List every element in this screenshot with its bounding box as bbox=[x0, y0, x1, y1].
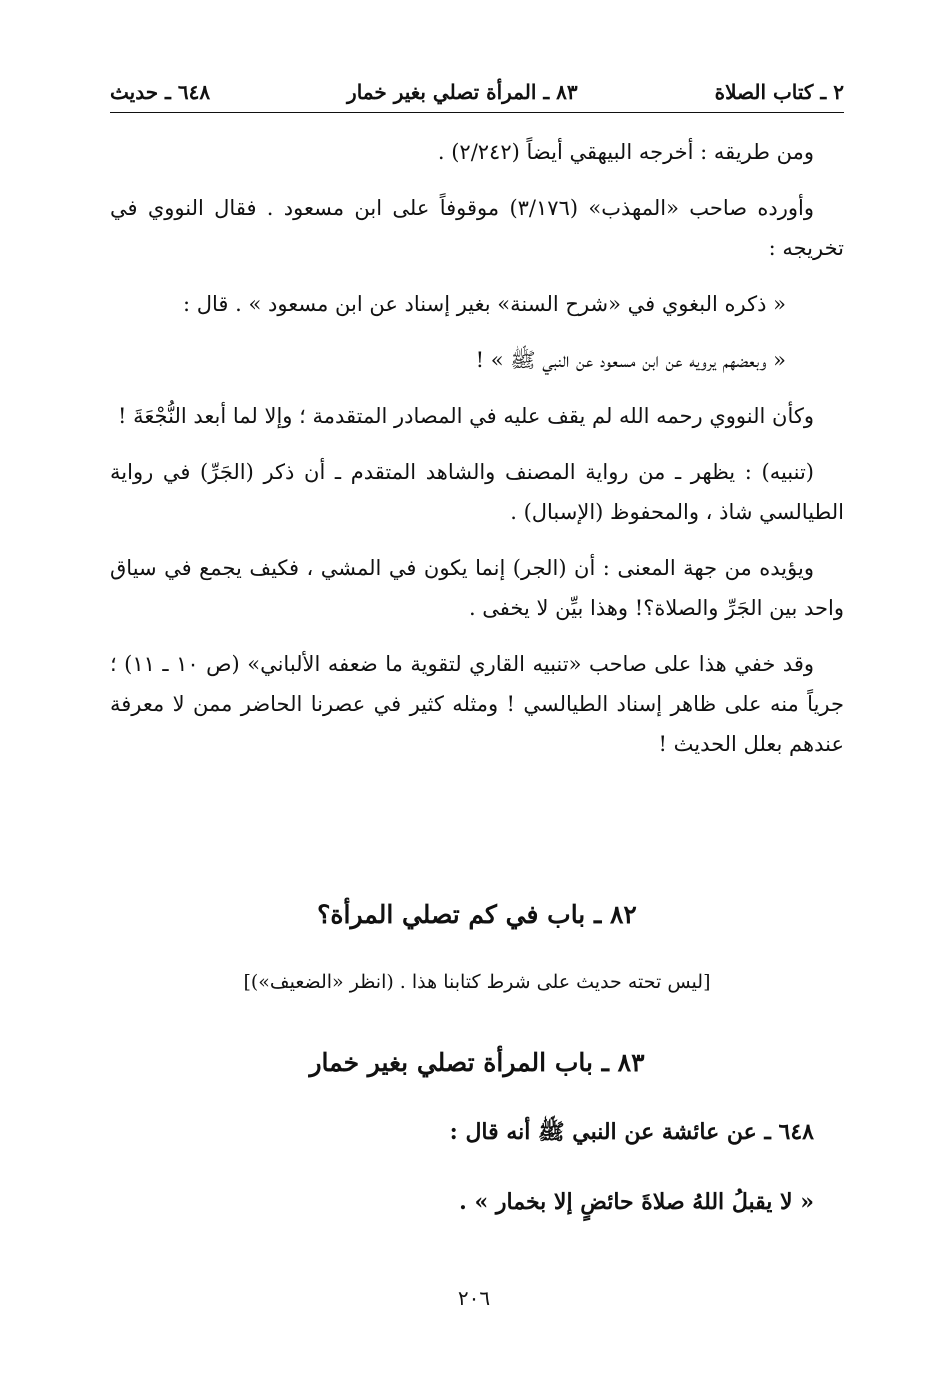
quote-paragraph: « ذكره البغوي في «شرح السنة» بغير إسناد عن ابن مسعود » . قال : bbox=[183, 292, 786, 316]
hadith-text: « لا يقبلُ اللهُ صلاةَ حائضٍ إلا بخمار » . bbox=[459, 1189, 814, 1215]
running-header bbox=[110, 72, 844, 113]
paragraph: وقد خفي هذا على صاحب «تنبيه القاري لتقوية ما ضعفه الألباني» (ص ١٠ ـ ١١) ؛ جرياً منه على ظاهر إسناد الطيالسي ! ومثله كثير في عصرنا الحاضر ممن لا معرفة عندهم بعلل الحديث ! bbox=[110, 652, 844, 756]
header-chapter-title: ٨٣ ـ المرأة تصلي بغير خمار bbox=[347, 80, 578, 104]
paragraph: (تنبيه) : يظهر ـ من رواية المصنف والشاهد المتقدم ـ أن ذكر (الجَرِّ) في رواية الطيالسي شاذ ، والمحفوظ (الإسبال) . bbox=[110, 460, 844, 524]
chapter-83-title: ٨٣ ـ باب المرأة تصلي بغير خمار bbox=[309, 1048, 645, 1077]
paragraph: وكأن النووي رحمه الله لم يقف عليه في المصادر المتقدمة ؛ وإلا لما أبعد النُّجْعَةَ ! bbox=[118, 404, 814, 428]
paragraph: ومن طريقه : أخرجه البيهقي أيضاً (٢/٢٤٢) . bbox=[437, 140, 814, 164]
header-book-title: ٢ ـ كتاب الصلاة bbox=[714, 80, 844, 104]
quote-paragraph: « وبعضهم يرويه عن ابن مسعود عن النبي ﷺ » ! bbox=[475, 348, 786, 372]
hadith-intro: ٦٤٨ ـ عن عائشة عن النبي ﷺ أنه قال : bbox=[449, 1119, 814, 1145]
paragraph: ويؤيده من جهة المعنى : أن (الجر) إنما يكون في المشي ، فكيف يجمع في سياق واحد بين الجَرِّ والصلاة؟! وهذا بيِّن لا يخفى . bbox=[110, 556, 844, 620]
page-number: ٢٠٦ bbox=[457, 1286, 491, 1310]
main-text bbox=[110, 132, 844, 780]
chapter-82-title: ٨٢ ـ باب في كم تصلي المرأة؟ bbox=[317, 900, 637, 929]
chapter-82-note: [ليس تحته حديث على شرط كتابنا هذا . (انظر «الضعيف»)] bbox=[243, 971, 711, 993]
header-hadith-number: ٦٤٨ ـ حديث bbox=[110, 80, 211, 104]
paragraph: وأورده صاحب «المهذب» (٣/١٧٦) موقوفاً على ابن مسعود . فقال النووي في تخريجه : bbox=[110, 196, 844, 260]
